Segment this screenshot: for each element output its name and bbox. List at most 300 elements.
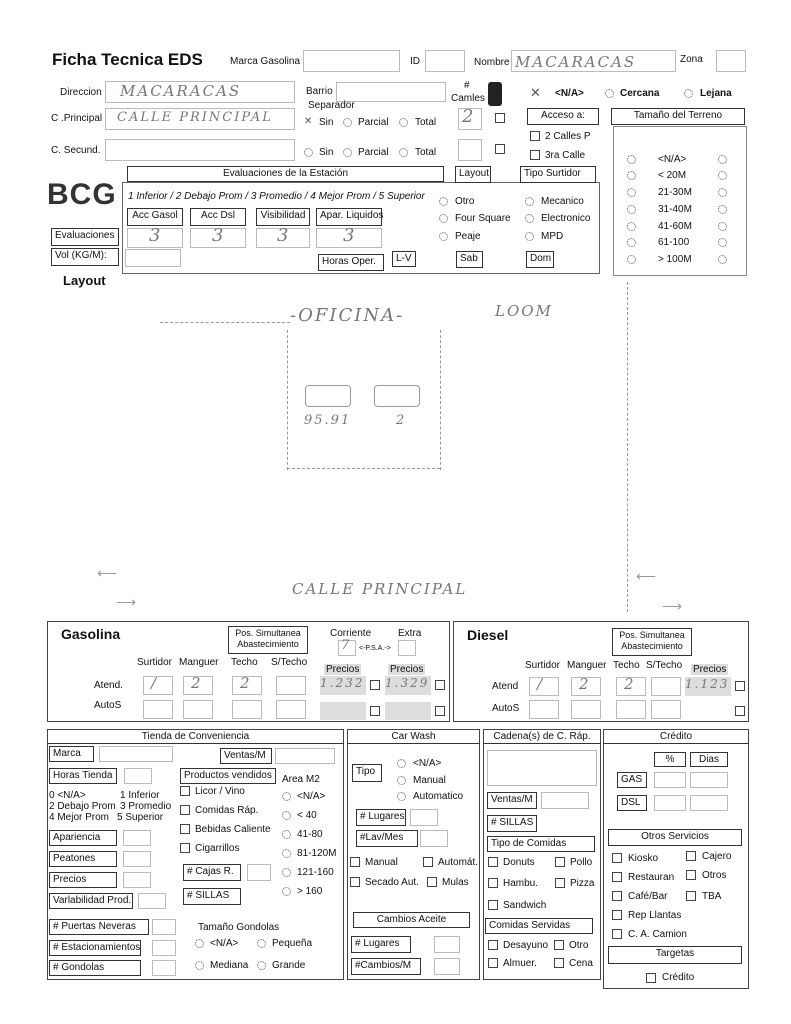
otros-check[interactable] bbox=[612, 853, 622, 863]
arrow-left-icon: ⟵ bbox=[97, 565, 118, 581]
eval-col-label: Acc Gasol bbox=[127, 208, 183, 226]
terreno-fondo-radio[interactable] bbox=[718, 222, 727, 231]
tienda-area-radio[interactable] bbox=[282, 792, 291, 801]
carwash-check-label: Secado Aut. bbox=[365, 877, 419, 888]
terreno-frente-radio[interactable] bbox=[627, 155, 636, 164]
surtidor-radio[interactable] bbox=[525, 232, 534, 241]
carwash-divider bbox=[348, 743, 480, 744]
horas-label: Horas Oper. bbox=[318, 254, 384, 271]
cadena-tipo-check[interactable] bbox=[555, 878, 565, 888]
cadena-tipo-item: Pollo bbox=[570, 857, 593, 868]
marca-field[interactable] bbox=[303, 50, 400, 72]
direccion-label: Direccion bbox=[60, 87, 102, 98]
dsl-price-check-2[interactable] bbox=[735, 706, 745, 716]
layout-heading: Layout bbox=[63, 273, 106, 288]
layout-radio[interactable] bbox=[439, 197, 448, 206]
tienda-left-field[interactable] bbox=[123, 830, 151, 846]
tienda-area-radio[interactable] bbox=[282, 830, 291, 839]
sketch-box-bottom bbox=[287, 468, 440, 469]
otros-check[interactable] bbox=[686, 891, 696, 901]
cadena-servidas-check[interactable] bbox=[488, 958, 498, 968]
carwash-tipo-option: Manual bbox=[413, 775, 446, 786]
csecund-field[interactable] bbox=[105, 139, 295, 161]
tienda-prod-check[interactable] bbox=[180, 824, 190, 834]
credito-gas: GAS bbox=[617, 772, 647, 788]
tienda-puertas: # Puertas Neveras bbox=[49, 919, 149, 935]
terreno-fondo-radio[interactable] bbox=[718, 155, 727, 164]
arrow-right-icon: ⟶ bbox=[116, 594, 137, 610]
gas-surtidor: Surtidor bbox=[137, 657, 173, 668]
gas-stecho: S/Techo bbox=[271, 657, 308, 668]
gas-price-check-2[interactable] bbox=[435, 680, 445, 690]
gasolina-corriente: Corriente bbox=[330, 628, 372, 639]
evaluaciones-label: Evaluaciones bbox=[51, 228, 119, 246]
sketch-box-left bbox=[287, 330, 288, 470]
diesel-grid-value: / bbox=[537, 675, 545, 693]
cambios-mes-field[interactable] bbox=[434, 958, 460, 975]
dsl-manguer: Manguer bbox=[567, 660, 607, 671]
credito-dsl-dias[interactable] bbox=[690, 795, 728, 811]
gasolina-psa: <-P.S.A.-> bbox=[359, 645, 391, 652]
credito-divider bbox=[604, 743, 749, 744]
vol-field[interactable] bbox=[125, 249, 181, 267]
terreno-option: <N/A> bbox=[658, 154, 687, 165]
carwash-tipo-option: <N/A> bbox=[413, 758, 442, 769]
gas-price-field-4[interactable] bbox=[385, 702, 431, 720]
barrio-field[interactable] bbox=[336, 82, 446, 102]
terreno-frente-radio[interactable] bbox=[627, 171, 636, 180]
direccion-value: MACARACAS bbox=[120, 82, 242, 100]
vol-label: Vol (KG/M): bbox=[51, 248, 119, 266]
cambios-title: Cambios Aceite bbox=[353, 912, 470, 928]
gas-price-check-4[interactable] bbox=[435, 706, 445, 716]
sin-label-2: Sin bbox=[319, 147, 334, 158]
total-label-2: Total bbox=[415, 147, 437, 158]
eval-scale: 1 Inferior / 2 Debajo Prom / 3 Promedio / 4 Mejor Prom / 5 Superior bbox=[128, 191, 425, 202]
cadena-tipo-item: Donuts bbox=[503, 857, 535, 868]
tienda-prod-item: Bebidas Caliente bbox=[195, 824, 271, 835]
carwash-check[interactable] bbox=[427, 877, 437, 887]
gas-price-field-3[interactable] bbox=[320, 702, 366, 720]
cadena-servidas-item: Almuer. bbox=[503, 958, 537, 969]
credito-gas-pct[interactable] bbox=[654, 772, 686, 788]
lejana-radio[interactable] bbox=[684, 89, 693, 98]
cadena-ventas: Ventas/M bbox=[487, 792, 537, 809]
cadena-servidas-item: Desayuno bbox=[503, 940, 549, 951]
gondola-option: Mediana bbox=[210, 960, 249, 971]
cadena-tipo: Tipo de Comidas bbox=[487, 836, 595, 852]
terreno-option: 31-40M bbox=[658, 204, 692, 215]
gondola-option: Grande bbox=[272, 960, 306, 971]
gasolina-possim: Pos. Simultanea Abastecimiento bbox=[228, 626, 308, 654]
diesel-title: Diesel bbox=[467, 627, 509, 643]
terreno-option: 41-60M bbox=[658, 221, 692, 232]
tienda-horas-field[interactable] bbox=[124, 768, 152, 784]
carwash-tipo-radio[interactable] bbox=[397, 759, 406, 768]
nombre-label: Nombre bbox=[474, 57, 510, 68]
sketch-pump-1 bbox=[305, 385, 351, 407]
terreno-frente-radio[interactable] bbox=[627, 222, 636, 231]
tienda-area-option: 81-120M bbox=[297, 848, 337, 859]
otros-check[interactable] bbox=[612, 891, 622, 901]
camiles-check-2[interactable] bbox=[495, 144, 505, 154]
parcial-label-1: Parcial bbox=[358, 117, 389, 128]
bcg-logo: BCG bbox=[47, 178, 117, 211]
calle3-check[interactable] bbox=[530, 150, 540, 160]
sin-label-1: Sin bbox=[319, 117, 334, 128]
gondola-radio[interactable] bbox=[257, 961, 266, 970]
gas-price-field-2[interactable] bbox=[385, 676, 431, 695]
sab-label: Sab bbox=[456, 251, 483, 268]
credito-dias: Dias bbox=[690, 752, 728, 767]
cadena-tipo-check[interactable] bbox=[555, 857, 565, 867]
gondola-radio[interactable] bbox=[257, 939, 266, 948]
calles2-check[interactable] bbox=[530, 131, 540, 141]
camiles-field-2[interactable] bbox=[458, 139, 482, 161]
tienda-left-label: Precios bbox=[49, 872, 117, 888]
eval-col-label: Visibilidad bbox=[256, 208, 310, 226]
tienda-area-radio[interactable] bbox=[282, 849, 291, 858]
cadena-tipo-check[interactable] bbox=[488, 878, 498, 888]
barrio-label: Barrio bbox=[306, 86, 333, 97]
camiles-hash: # bbox=[464, 80, 470, 91]
gasolina-grid-cell[interactable] bbox=[276, 700, 306, 719]
tienda-prod-check[interactable] bbox=[180, 805, 190, 815]
gasolina-grid-value: 2 bbox=[191, 674, 203, 692]
layout-option: Four Square bbox=[455, 213, 511, 224]
cercana-label: Cercana bbox=[620, 88, 660, 99]
credito-dsl-pct[interactable] bbox=[654, 795, 686, 811]
id-label: ID bbox=[410, 56, 420, 67]
tienda-scale-item: 5 Superior bbox=[117, 812, 164, 823]
eval-col-label: Apar. Liquidos bbox=[316, 208, 382, 226]
tienda-estacionamientos: # Estacionamientos bbox=[49, 940, 141, 956]
gas-atend-label: Atend. bbox=[94, 680, 123, 691]
diesel-possim: Pos. Simultanea Abastecimiento bbox=[612, 628, 692, 656]
carwash-check[interactable] bbox=[350, 857, 360, 867]
terreno-fondo-radio[interactable] bbox=[718, 255, 727, 264]
arrow-right-icon-2: ⟶ bbox=[662, 598, 683, 614]
cadena-servidas-item: Otro bbox=[569, 940, 589, 951]
gas-manguer: Manguer bbox=[179, 657, 219, 668]
eval-title: Evaluaciones de la Estación bbox=[127, 166, 444, 182]
surtidor-label: Tipo Surtidor bbox=[520, 166, 596, 183]
otros-item: Cajero bbox=[702, 851, 732, 862]
total-radio-2[interactable] bbox=[399, 148, 408, 157]
surtidor-radio[interactable] bbox=[525, 197, 534, 206]
arrow-left-icon-2: ⟵ bbox=[636, 568, 657, 584]
surtidor-option: Mecanico bbox=[541, 196, 584, 207]
cadena-servidas-check[interactable] bbox=[554, 940, 564, 950]
carwash-lav-field[interactable] bbox=[420, 830, 448, 847]
otros-item: C. A. Camion bbox=[628, 929, 687, 940]
dom-label: Dom bbox=[526, 251, 554, 268]
id-field[interactable] bbox=[425, 50, 465, 72]
cadena-name-field[interactable] bbox=[487, 750, 597, 786]
cprincipal-label: C .Principal bbox=[51, 113, 103, 124]
tienda-scale-item: 3 Promedio bbox=[120, 801, 172, 812]
gasolina-grid-value: 2 bbox=[240, 674, 252, 692]
cadena-tipo-item: Hambu. bbox=[503, 878, 539, 889]
sin-radio-2[interactable] bbox=[304, 148, 313, 157]
tienda-left-label: Peatones bbox=[49, 851, 117, 867]
tienda-scale-item: 2 Debajo Prom bbox=[49, 801, 116, 812]
total-radio-1[interactable] bbox=[399, 118, 408, 127]
tienda-prod-item: Cigarrillos bbox=[195, 843, 240, 854]
cprincipal-value: CALLE PRINCIPAL bbox=[117, 110, 273, 125]
tienda-gond-field[interactable] bbox=[152, 960, 176, 976]
otros-item: Kiosko bbox=[628, 853, 659, 864]
eval-col-value: 3 bbox=[212, 225, 226, 246]
terreno-option: > 100M bbox=[658, 254, 692, 265]
tienda-ventas-field[interactable] bbox=[275, 748, 335, 764]
terreno-option: 61-100 bbox=[658, 237, 690, 248]
cadena-servidas: Comidas Servidas bbox=[485, 918, 593, 934]
cadena-sillas: # SILLAS bbox=[487, 815, 537, 832]
tienda-marca-field[interactable] bbox=[99, 746, 173, 762]
dsl-precios: Precios bbox=[693, 664, 727, 675]
gas-price-check-1[interactable] bbox=[370, 680, 380, 690]
dsl-price: 1.123 bbox=[685, 677, 730, 691]
tienda-left-field[interactable] bbox=[123, 872, 151, 888]
gasolina-grid-cell[interactable] bbox=[232, 700, 262, 719]
diesel-grid-value: 2 bbox=[579, 675, 591, 693]
terreno-frente-radio[interactable] bbox=[627, 188, 636, 197]
tienda-left-field[interactable] bbox=[138, 893, 166, 909]
corriente-value: 7 bbox=[341, 638, 352, 653]
tienda-productos: Productos vendidos bbox=[180, 768, 276, 784]
tienda-divider bbox=[48, 743, 344, 744]
tienda-prod-check[interactable] bbox=[180, 843, 190, 853]
sketch-box-right bbox=[440, 330, 441, 470]
cadena-tipo-item: Pizza bbox=[570, 878, 595, 889]
otros-check[interactable] bbox=[686, 870, 696, 880]
gas-precios-2: Precios bbox=[390, 664, 424, 675]
form-title: Ficha Tecnica EDS bbox=[52, 50, 203, 69]
tienda-cajas-field[interactable] bbox=[247, 864, 271, 881]
surtidor-radio[interactable] bbox=[525, 214, 534, 223]
tienda-tamano-gondolas: Tamaño Gondolas bbox=[198, 922, 280, 933]
lejana-label: Lejana bbox=[700, 88, 732, 99]
gondola-option: Pequeña bbox=[272, 938, 313, 949]
sketch-pump-2 bbox=[374, 385, 420, 407]
tienda-area-radio[interactable] bbox=[282, 811, 291, 820]
diesel-grid-cell[interactable] bbox=[651, 677, 681, 696]
terreno-fondo-radio[interactable] bbox=[718, 171, 727, 180]
separador-label: Separador bbox=[308, 100, 355, 111]
tienda-prod-check[interactable] bbox=[180, 786, 190, 796]
tienda-area-option: < 40 bbox=[297, 810, 317, 821]
gas-techo: Techo bbox=[231, 657, 258, 668]
dsl-techo: Techo bbox=[613, 660, 640, 671]
zona-field[interactable] bbox=[716, 50, 746, 72]
otros-item: Restauran bbox=[628, 872, 675, 883]
tienda-left-field[interactable] bbox=[123, 851, 151, 867]
diesel-grid-cell[interactable] bbox=[529, 700, 559, 719]
carwash-tipo-option: Automatico bbox=[413, 791, 464, 802]
camiles-label: Camles bbox=[451, 93, 485, 104]
eval-col-value: 3 bbox=[149, 225, 163, 246]
tienda-cajas: # Cajas R. bbox=[183, 864, 241, 881]
otros-check[interactable] bbox=[612, 910, 622, 920]
otros-item: Café/Bar bbox=[628, 891, 668, 902]
tienda-area-radio[interactable] bbox=[282, 887, 291, 896]
na-label: <N/A> bbox=[555, 88, 584, 99]
marca-label: Marca Gasolina bbox=[230, 56, 301, 67]
gasolina-grid-value: / bbox=[151, 674, 159, 692]
tienda-puertas-field[interactable] bbox=[152, 919, 176, 935]
credito-check-label: Crédito bbox=[662, 972, 695, 983]
layout-box-label: Layout bbox=[455, 166, 491, 183]
diesel-grid-cell[interactable] bbox=[651, 700, 681, 719]
diesel-grid-value: 2 bbox=[624, 675, 636, 693]
otros-item: Rep Llantas bbox=[628, 910, 682, 921]
cadena-tipo-check[interactable] bbox=[488, 900, 498, 910]
gasolina-title: Gasolina bbox=[61, 626, 121, 642]
cercana-radio[interactable] bbox=[605, 89, 614, 98]
credito-title: Crédito bbox=[659, 731, 693, 742]
dsl-stecho: S/Techo bbox=[646, 660, 683, 671]
diesel-grid-cell[interactable] bbox=[571, 700, 601, 719]
terreno-frente-radio[interactable] bbox=[627, 205, 636, 214]
sketch-loom: LOOM bbox=[495, 302, 553, 320]
terreno-option: 21-30M bbox=[658, 187, 692, 198]
tienda-prod-item: Licor / Vino bbox=[195, 786, 245, 797]
eval-col-label: Acc Dsl bbox=[190, 208, 246, 226]
parcial-label-2: Parcial bbox=[358, 147, 389, 158]
layout-option: Peaje bbox=[455, 231, 481, 242]
sketch-calle: CALLE PRINCIPAL bbox=[292, 580, 468, 598]
tienda-scale-item: 0 <N/A> bbox=[49, 790, 86, 801]
cadena-servidas-item: Cena bbox=[569, 958, 593, 969]
gasolina-grid-cell[interactable] bbox=[183, 700, 213, 719]
calle3-label: 3ra Calle bbox=[545, 150, 586, 161]
sketch-numbers: 95.91 bbox=[304, 413, 352, 428]
checkmark-icon: ✕ bbox=[530, 85, 541, 100]
zona-label: Zona bbox=[680, 54, 703, 65]
tienda-area-radio[interactable] bbox=[282, 868, 291, 877]
carwash-title: Car Wash bbox=[391, 731, 436, 742]
gas-precios-1: Precios bbox=[326, 664, 360, 675]
camiles-check[interactable] bbox=[495, 113, 505, 123]
carwash-lav: #Lav/Mes bbox=[356, 830, 418, 847]
carwash-check-label: Mulas bbox=[442, 877, 469, 888]
tienda-area: Area M2 bbox=[282, 774, 320, 785]
tienda-area-option: 121-160 bbox=[297, 867, 334, 878]
targetas-title: Targetas bbox=[608, 946, 742, 964]
tienda-area-option: > 160 bbox=[297, 886, 323, 897]
eval-col-value: 3 bbox=[343, 225, 357, 246]
tienda-ventas: Ventas/M bbox=[220, 748, 272, 764]
surtidor-option: MPD bbox=[541, 231, 564, 242]
eval-col-value: 3 bbox=[277, 225, 291, 246]
cadena-title: Cadena(s) de C. Ráp. bbox=[493, 731, 591, 742]
cadena-tipo-check[interactable] bbox=[488, 857, 498, 867]
dsl-autos-label: AutoS bbox=[492, 703, 520, 714]
lv-label: L-V bbox=[392, 251, 416, 267]
tienda-title: Tienda de Conveniencia bbox=[141, 731, 250, 742]
terreno-frente-radio[interactable] bbox=[627, 238, 636, 247]
tienda-marca: Marca bbox=[49, 746, 94, 762]
gas-price-check-3[interactable] bbox=[370, 706, 380, 716]
otros-check[interactable] bbox=[612, 929, 622, 939]
tienda-sillas: # SILLAS bbox=[183, 888, 241, 905]
tienda-gondolas: # Gondolas bbox=[49, 960, 141, 976]
dsl-price-check[interactable] bbox=[735, 681, 745, 691]
gasolina-grid-cell[interactable] bbox=[276, 676, 306, 695]
carwash-tipo-radio[interactable] bbox=[397, 792, 406, 801]
tienda-left-label: Varlabilidad Prod. bbox=[49, 893, 133, 909]
parcial-radio-1[interactable] bbox=[343, 118, 352, 127]
cadena-ventas-field[interactable] bbox=[541, 792, 589, 809]
terreno-fondo-radio[interactable] bbox=[718, 188, 727, 197]
gas-price-field-1[interactable] bbox=[320, 676, 366, 695]
total-label-1: Total bbox=[415, 117, 437, 128]
tienda-estac-field[interactable] bbox=[152, 940, 176, 956]
layout-radio[interactable] bbox=[439, 214, 448, 223]
gondola-radio[interactable] bbox=[195, 961, 204, 970]
otros-title: Otros Servicios bbox=[608, 829, 742, 846]
sketch-line-top bbox=[160, 322, 290, 323]
otros-item: TBA bbox=[702, 891, 722, 902]
gasolina-grid-cell[interactable] bbox=[143, 700, 173, 719]
tienda-scale-item: 4 Mejor Prom bbox=[49, 812, 110, 823]
dsl-price-field[interactable] bbox=[685, 677, 731, 696]
cadena-divider bbox=[484, 743, 601, 744]
tienda-area-option: 41-80 bbox=[297, 829, 323, 840]
extra-field[interactable] bbox=[398, 640, 416, 656]
parcial-radio-2[interactable] bbox=[343, 148, 352, 157]
tamano-label: Tamaño del Terreno bbox=[611, 108, 745, 125]
carwash-check[interactable] bbox=[350, 877, 360, 887]
terreno-frente-radio[interactable] bbox=[627, 255, 636, 264]
gas-price-2: 1.329 bbox=[385, 676, 430, 690]
cadena-servidas-check[interactable] bbox=[554, 958, 564, 968]
dsl-surtidor: Surtidor bbox=[525, 660, 561, 671]
carwash-tipo-radio[interactable] bbox=[397, 776, 406, 785]
acceso-label: Acceso a: bbox=[527, 108, 599, 125]
csecund-label: C. Secund. bbox=[51, 145, 101, 156]
terreno-fondo-radio[interactable] bbox=[718, 205, 727, 214]
carwash-check-label: Automát. bbox=[438, 857, 479, 868]
cambios-mes: #Cambios/M bbox=[351, 958, 421, 975]
otros-check[interactable] bbox=[686, 851, 696, 861]
credito-pct: % bbox=[654, 752, 686, 767]
camiles-value: 2 bbox=[462, 106, 476, 127]
cambios-lugares-field[interactable] bbox=[434, 936, 460, 953]
gas-autos-label: AutoS bbox=[94, 700, 122, 711]
sketch-digit: 2 bbox=[396, 413, 407, 428]
dsl-atend-label: Atend bbox=[492, 681, 519, 692]
terreno-fondo-radio[interactable] bbox=[718, 238, 727, 247]
carwash-lugares: # Lugares bbox=[356, 809, 406, 826]
sketch-border-right bbox=[627, 282, 628, 612]
calles2-label: 2 Calles P bbox=[545, 131, 591, 142]
otros-check[interactable] bbox=[612, 872, 622, 882]
diesel-grid-cell[interactable] bbox=[616, 700, 646, 719]
carwash-lugares-field[interactable] bbox=[410, 809, 438, 826]
layout-radio[interactable] bbox=[439, 232, 448, 241]
credito-check[interactable] bbox=[646, 973, 656, 983]
gondola-radio[interactable] bbox=[195, 939, 204, 948]
cambios-lugares: # Lugares bbox=[351, 936, 411, 953]
tienda-prod-item: Comidas Ráp. bbox=[195, 805, 259, 816]
credito-dsl: DSL bbox=[617, 795, 647, 811]
traffic-light-icon bbox=[488, 82, 502, 106]
cadena-servidas-check[interactable] bbox=[488, 940, 498, 950]
credito-gas-dias[interactable] bbox=[690, 772, 728, 788]
carwash-check[interactable] bbox=[423, 857, 433, 867]
